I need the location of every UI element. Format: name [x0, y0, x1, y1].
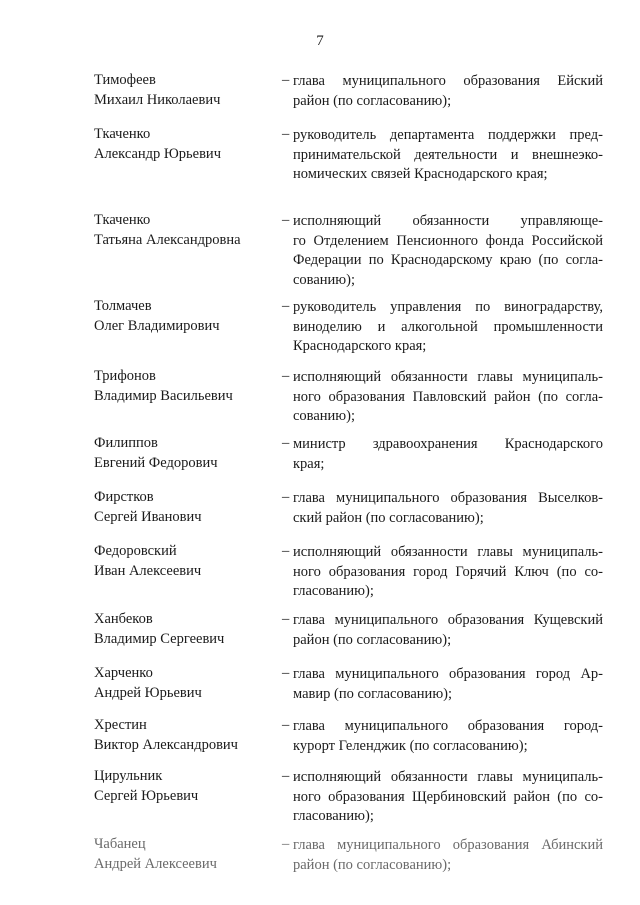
member-position	[293, 717, 603, 756]
member-name	[94, 715, 279, 755]
dash-separator: –	[282, 212, 290, 228]
dash-separator: –	[282, 298, 290, 314]
member-name	[94, 766, 279, 806]
member-given-names: Михаил Николаевич	[94, 92, 221, 108]
member-surname: Тимофеев	[94, 72, 156, 88]
member-name	[94, 487, 279, 527]
dash-separator: –	[282, 611, 290, 627]
position-line: глава муниципального образования город Ар-	[293, 666, 603, 682]
position-line: исполняющий обязанности главы муниципаль-	[293, 769, 603, 785]
member-surname: Ханбеков	[94, 611, 153, 627]
member-position	[293, 368, 603, 427]
position-line: Федерации по Краснодарскому краю (по согла-	[293, 252, 603, 268]
member-surname: Федоровский	[94, 543, 177, 559]
position-line: номических связей Краснодарского края;	[293, 166, 548, 182]
member-name	[94, 433, 279, 473]
member-given-names: Владимир Сергеевич	[94, 631, 225, 647]
member-surname: Фирстков	[94, 489, 154, 505]
position-line: глава муниципального образования Выселков-	[293, 490, 603, 506]
dash-separator: –	[282, 836, 290, 852]
member-given-names: Татьяна Александровна	[94, 232, 241, 248]
position-line: глава муниципального образования Ейский	[293, 73, 603, 89]
member-position	[293, 72, 603, 111]
member-position	[293, 543, 603, 602]
dash-separator: –	[282, 768, 290, 784]
position-line: глава муниципального образования Абинский	[293, 837, 603, 853]
dash-separator: –	[282, 368, 290, 384]
member-position	[293, 836, 603, 875]
position-line: руководитель управления по виноградарству,	[293, 299, 603, 315]
position-line: руководитель департамента поддержки пред-	[293, 127, 603, 143]
member-name	[94, 834, 279, 874]
position-line: исполняющий обязанности главы муниципаль-	[293, 369, 603, 385]
member-position	[293, 665, 603, 704]
position-line: исполняющий обязанности главы муниципаль-	[293, 544, 603, 560]
dash-separator: –	[282, 72, 290, 88]
member-position	[293, 768, 603, 827]
position-line: глава муниципального образования Кущевский	[293, 612, 603, 628]
member-surname: Цирульник	[94, 768, 163, 784]
member-position	[293, 489, 603, 528]
dash-separator: –	[282, 543, 290, 559]
position-line: мавир (по согласованию);	[293, 685, 453, 702]
member-surname: Ткаченко	[94, 212, 151, 228]
member-name	[94, 366, 279, 406]
position-line: район (по согласованию);	[293, 856, 452, 873]
position-line: виноделию и алкогольной промышленности	[293, 318, 603, 335]
position-line: район (по согласованию);	[293, 92, 452, 109]
member-given-names: Сергей Иванович	[94, 509, 202, 525]
position-line: го Отделением Пенсионного фонда Российской	[293, 232, 603, 249]
member-name	[94, 541, 279, 581]
position-line: гласованию);	[293, 808, 374, 824]
position-line: сованию);	[293, 408, 355, 424]
member-given-names: Владимир Васильевич	[94, 388, 233, 404]
member-surname: Филиппов	[94, 435, 158, 451]
member-name	[94, 296, 279, 336]
member-position	[293, 298, 603, 357]
member-given-names: Виктор Александрович	[94, 737, 238, 753]
member-given-names: Андрей Юрьевич	[94, 685, 202, 701]
position-line: ного образования город Горячий Ключ (по со-	[293, 563, 603, 580]
page-number: 7	[316, 33, 324, 49]
dash-separator: –	[282, 717, 290, 733]
member-given-names: Сергей Юрьевич	[94, 788, 199, 804]
member-name	[94, 663, 279, 703]
member-position	[293, 611, 603, 650]
member-name	[94, 210, 279, 250]
member-surname: Харченко	[94, 665, 153, 681]
member-given-names: Александр Юрьевич	[94, 146, 221, 162]
member-given-names: Андрей Алексеевич	[94, 856, 217, 872]
member-given-names: Евгений Федорович	[94, 455, 218, 471]
dash-separator: –	[282, 126, 290, 142]
position-line: ного образования Щербиновский район (по со-	[293, 788, 603, 805]
dash-separator: –	[282, 435, 290, 451]
position-line: ного образования Павловский район (по согла-	[293, 388, 603, 405]
position-line: ский район (по согласованию);	[293, 509, 484, 526]
member-surname: Чабанец	[94, 836, 146, 852]
position-line: курорт Геленджик (по согласованию);	[293, 737, 528, 754]
member-name	[94, 70, 279, 110]
position-line: гласованию);	[293, 583, 374, 599]
member-position	[293, 435, 603, 474]
dash-separator: –	[282, 665, 290, 681]
member-name	[94, 124, 279, 164]
position-line: исполняющий обязанности управляюще-	[293, 213, 603, 229]
member-position	[293, 126, 603, 185]
dash-separator: –	[282, 489, 290, 505]
member-surname: Хрестин	[94, 717, 147, 733]
position-line: министр здравоохранения Краснодарского	[293, 436, 603, 452]
member-surname: Трифонов	[94, 368, 156, 384]
position-line: Краснодарского края;	[293, 338, 427, 354]
member-position	[293, 212, 603, 290]
member-given-names: Иван Алексеевич	[94, 563, 202, 579]
member-surname: Толмачев	[94, 298, 152, 314]
member-name	[94, 609, 279, 649]
position-line: принимательской деятельности и внешнеэко-	[293, 146, 603, 163]
position-line: сованию);	[293, 271, 355, 288]
position-line: район (по согласованию);	[293, 631, 452, 648]
position-line: края;	[293, 455, 325, 472]
position-line: глава муниципального образования город-	[293, 718, 603, 734]
member-surname: Ткаченко	[94, 126, 151, 142]
member-given-names: Олег Владимирович	[94, 318, 220, 334]
